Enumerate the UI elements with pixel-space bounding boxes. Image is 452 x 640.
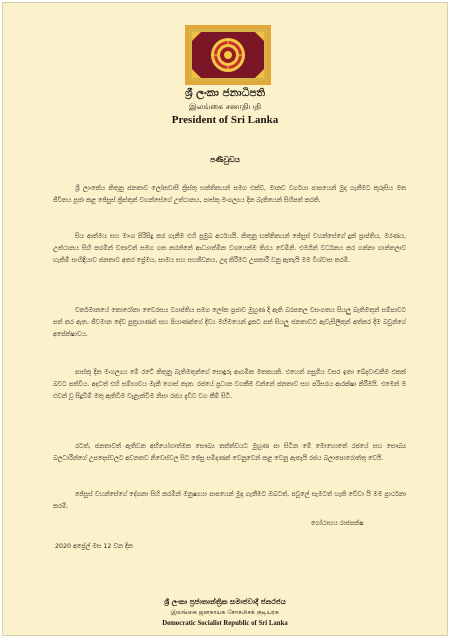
message-paragraph-1: ශ්‍රී ලාංකේය කිතුනු ජනතාව ලෝකවාසී ක්‍රිස්තු භක්තිකයන් සමග එක්ව, මානව වර්ගයා පාපයෙන් මුදා ගැනීමට කුරුසිය මත ජීවිතය පූජා කළ ජේසුස් ක්‍රිස්තුන් වහන්සේගේ උත්ථානය, පාස්කු මංගල්‍යය දින බැතියෙන් සිහිපත් කරති. bbox=[53, 185, 406, 205]
footer-republic-english: Democratic Socialist Republic of Sri Lanka bbox=[162, 620, 288, 627]
letter-date: 2020 අප්‍රේල් මස 12 වන දින bbox=[55, 543, 133, 550]
message-paragraph-4: පාස්කු දින මංගල්‍යය මේ රටේ කිතුනු බැතිමතුන්ගේ සොඳුරු ආගමික මතකයකි. එහෙත් පසුගිය වසර ඉතා ඛේදවාචකීම එකක් බවට පත්විය. අදටත් එහි සම්භාවය මැකී ගොස් නැත. රජයේ ප්‍රධාන වගකීම වන්නේ ජනතාව සහ පරිසරය ආරක්ෂා කිරීමයි. එමෙන් ම එවන් වූ සිදුවීම් මතු ඇතිවීම වැළැක්වීම නිසා රජය දැඩිව වග කීම් සිටි. bbox=[53, 369, 406, 401]
footer-republic-sinhala: ශ්‍රී ලංකා ප්‍රජාතාන්ත්‍රික සමාජවාදී ජනරජය bbox=[164, 597, 286, 606]
letterhead-title-tamil: இலங்கை சனாதிபதி bbox=[188, 102, 262, 111]
letterhead-title-sinhala: ශ්‍රී ලංකා ජනාධිපති bbox=[185, 87, 265, 99]
letter-page bbox=[2, 2, 448, 636]
signature-name: ගෝඨාභය රාජපක්ෂ bbox=[311, 520, 364, 527]
message-paragraph-5: රටත්, ජනතාවත් ඇතිවන අභියෝගාත්මක සෞඛ්‍ය තත්ත්වයට මුහුණ පා සිටින මේ මොහොතේ රජයේ සහ සෞඛ්‍ය බලධාරීන්ගේ උපදෙස්වලට අවනතව නිවෙස්වල සිට ජේසු සමිදාණන් වෙනුවෙන් කළ වෙනු ඇතැයි රජය බලාපොරොත්තු වෙයි. bbox=[53, 443, 406, 463]
message-heading: පණිවුඩය bbox=[210, 155, 240, 164]
footer-republic-tamil: இலங்கை ஜனநாயக சோசலிசக் குடியரசு bbox=[171, 609, 279, 616]
message-paragraph-3: වර්තමානයේ කොරෝනා වෛරසය ව්‍යාප්තිය සමග ලෝක ප්‍රජාව මුහුණ දී ඇති බරපතල වසංගතය සියලු බැතිමතුන් සම්පාවට පත් කර ඇත. ජීවමාන දේව පුත්‍රයාණන් සහ පියාණන්ගේ දිව්‍ය මහිමයෙන් දුකට පත් සියලු ජනතාවට ඇවැසිලිකුන් අත්කර දීම බවුන්ගේ අපේක්ෂාවය. bbox=[53, 307, 406, 339]
letterhead-title-english: President of Sri Lanka bbox=[171, 114, 279, 126]
message-paragraph-2: සිය ආත්මය සහ මාංශ පිරිසිදු කර ගැනීම එහි ප්‍රමුඛ අර්ථයයි. කිතුනු භක්තිකයන් ජේසුස් වහන්සේගේ දුක් ප්‍රාප්තිය, මරණය, උත්ථානය සිහි කරමින් වතාවත් සමග ගත කරන්නේ ආධ්‍යාත්මික වශයෙන්ම තිරය වෙමිනි. එමගින් වර්ධනය කර ගන්නා ගාන්තලාව හැකිම් සංහිඳියාව ජනතාව අතර ප්‍රේමය, සාමය සහ සහජීවනය, උදා කිරීමට උපකාරී වනු ඇතැයි මම විශ්වාස කරමි. bbox=[53, 233, 406, 265]
message-paragraph-6: ජේසුස් වහන්සේගේ දේශනා සිහි කරමින් මනුෂ්‍යයා පාපයෙන් මුදා ගැනීමට ඔබටත්, පවුලේ සැමටත් හැකි වේවා යි මම ප්‍රාර්ථනා කරමි. bbox=[53, 491, 406, 511]
presidential-standard-emblem-icon bbox=[185, 25, 271, 85]
